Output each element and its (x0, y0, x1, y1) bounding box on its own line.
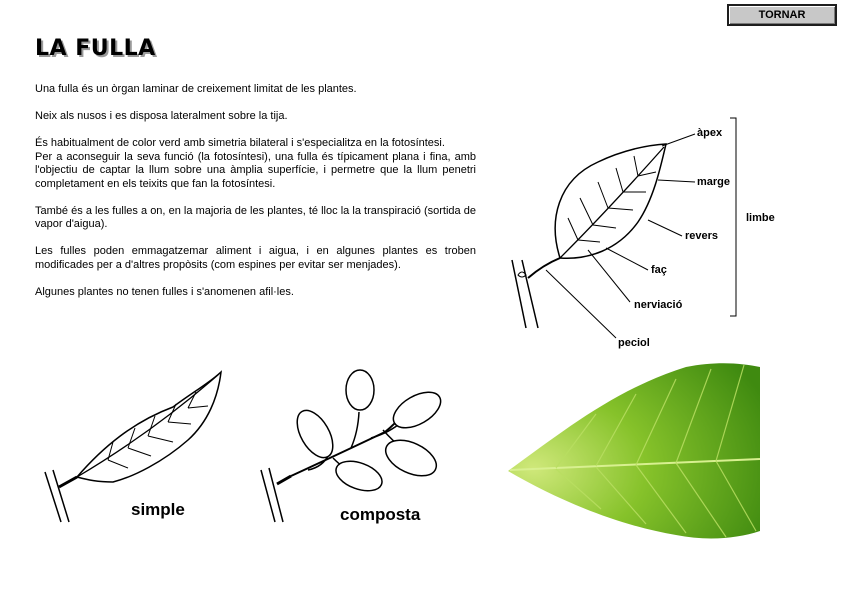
label-margin: marge (697, 176, 731, 188)
leaf-anatomy-diagram (488, 110, 788, 350)
paragraph-color: És habitualment de color verd amb simetria bilateral i s'especialitza en la fotosíntesi. (35, 137, 445, 149)
paragraph-aphyllous: Algunes plantes no tenen fulles i s'anomenen afil·les. (35, 285, 294, 298)
leaf-types-illustration (33, 352, 478, 547)
label-petiole: peciol (618, 337, 650, 349)
label-vein: nerviació (634, 299, 683, 311)
paragraph-definition: Una fulla és un òrgan laminar de creixement limitat de les plantes. (35, 83, 357, 95)
simple-leaf-drawing (45, 372, 221, 522)
paragraph-origin: Neix als nusos i es disposa lateralment sobre la tija. (35, 110, 288, 122)
paragraph-storage: Les fulles poden emmagatzemar aliment i aigua, i en algunes plantes es troben modificades per a d'altres propòsits (com espines per evitar ser menjades). (35, 245, 476, 271)
paragraph-function: Per a aconseguir la seva funció (la fotosíntesi), una fulla és típicament plana i fina, amb l'objectiu de captar la llum sobre una àmplia superfície, i permetre que la llum penetri completament en els teixits que fan la fotosíntesi. (35, 150, 476, 190)
green-leaf-photo (506, 359, 760, 541)
page-title: LA FULLA (35, 36, 156, 61)
label-blade: limbe (746, 212, 775, 224)
label-face: faç (651, 264, 667, 276)
back-button[interactable]: TORNAR (727, 4, 837, 26)
label-simple: simple (131, 500, 185, 519)
label-compound: composta (340, 505, 421, 524)
compound-leaf-drawing (261, 370, 447, 524)
intro-text (35, 83, 476, 313)
label-apex: àpex (697, 127, 723, 139)
paragraph-transpiration: També és a les fulles a on, en la majoria de les plantes, té lloc la la transpiració (sortida de vapor d'aigua). (35, 204, 476, 230)
label-reverse: revers (685, 230, 719, 242)
